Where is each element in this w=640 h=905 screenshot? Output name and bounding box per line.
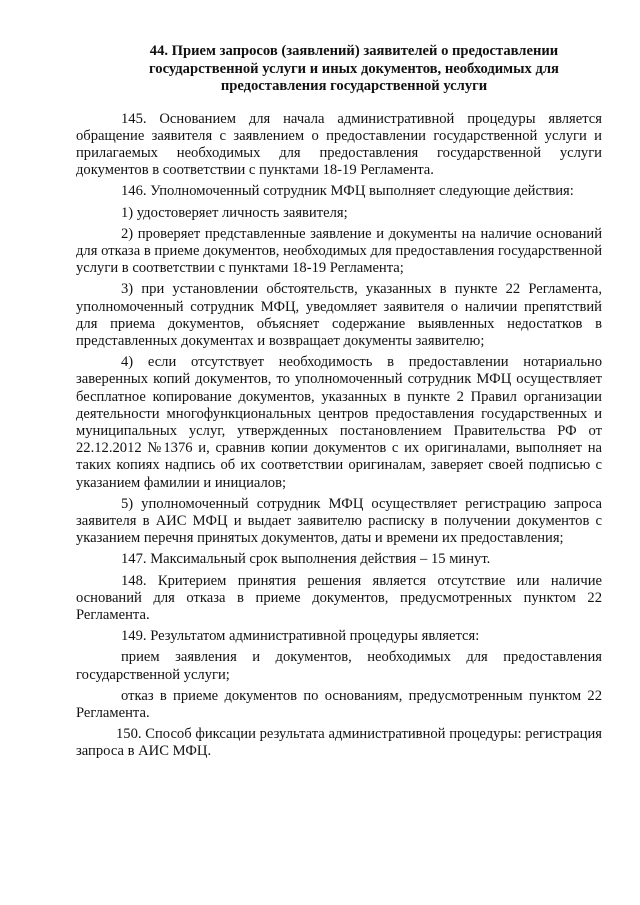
paragraph-149: 149. Результатом административной процедуры является: — [121, 628, 480, 645]
paragraph-146: 146. Уполномоченный сотрудник МФЦ выполняет следующие действия: — [121, 183, 574, 200]
paragraph-147: 147. Максимальный срок выполнения действия – 15 минут. — [121, 551, 491, 568]
section-title-line: предоставления государственной услуги — [220, 78, 488, 94]
list-item-5: 5) уполномоченный сотрудник МФЦ осуществляет регистрацию запроса заявителя в АИС МФЦ и выдает заявителю расписку в получении документов с указанием перечня принятых документов, даты и времени их предоставления; — [76, 495, 602, 547]
section-title-line: 44. Прием запросов (заявлений) заявителей о предоставлении — [149, 43, 559, 59]
paragraph-145: 145. Основанием для начала административной процедуры является обращение заявителя с заявлением о предоставлении государственной услуги и прилагаемых необходимых для предоставления государственной услуги документов в соответствии с пунктами 18-19 Регламента. — [76, 110, 602, 179]
result-item-accept: прием заявления и документов, необходимых для предоставления государственной услуги; — [76, 649, 602, 683]
section-title-line: государственной услуги и иных документов, необходимых для — [149, 60, 559, 77]
paragraph-150: 150. Способ фиксации результата административной процедуры: регистрация запроса в АИС МФЦ. — [76, 726, 602, 760]
section-title — [76, 43, 602, 96]
paragraph-148: 148. Критерием принятия решения является отсутствие или наличие оснований для отказа в приеме документов, предусмотренных пунктом 22 Регламента. — [76, 572, 602, 623]
list-item-1: 1) удостоверяет личность заявителя; — [121, 204, 348, 221]
list-item-2: 2) проверяет представленные заявление и документы на наличие оснований для отказа в приеме документов, необходимых для предоставления государственной услуги в соответствии с пунктами 18-19 Регламента; — [76, 225, 602, 277]
result-item-refuse: отказ в приеме документов по основаниям, предусмотренным пунктом 22 Регламента. — [76, 687, 602, 721]
list-item-3: 3) при установлении обстоятельств, указанных в пункте 22 Регламента, уполномоченный сотрудник МФЦ, уведомляет заявителя о наличии препятствий для приема документов, объясняет содержание выявленных недостатков в представленных документах и возвращает документы заявителю; — [76, 281, 602, 349]
document-body — [76, 111, 602, 761]
document-page — [76, 43, 602, 765]
list-item-4: 4) если отсутствует необходимость в предоставлении нотариально заверенных копий документов, то уполномоченный сотрудник МФЦ осуществляет бесплатное копирование документов, указанных в пункте 2 Правил организации деятельности многофункциональных центров предоставления государственных и муниципальных услуг, утвержденных постановлением Правительства РФ от 22.12.2012 №1376 и, сравнив копии документов с их оригиналами, выполняет на таких копиях надпись об их соответствии оригиналам, заверяет своей подписью с указанием фамилии и инициалов; — [76, 354, 602, 491]
